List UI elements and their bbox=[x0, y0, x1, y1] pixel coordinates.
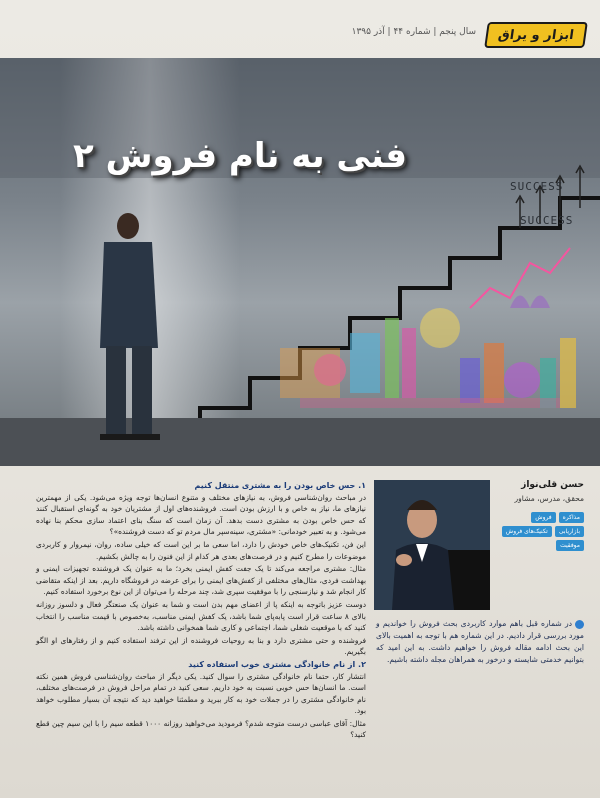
page-header bbox=[0, 18, 600, 54]
section-heading-1: ۱. حس خاص بودن را به مشتری منتقل کنیم bbox=[194, 481, 366, 490]
success-word-1: SUCCESS bbox=[510, 180, 564, 193]
author-portrait bbox=[374, 480, 490, 610]
article-body bbox=[0, 472, 600, 798]
sketch-doodles bbox=[280, 248, 576, 408]
section-1-paragraph: مثال: مشتری مراجعه می‌کند تا یک جفت کفش ایمنی بخرد؛ ما به عنوان یک فروشنده تجهیزات ایمنی و بهداشت فردی، مثال‌های مختلفی از کفش‌های ایمنی را برای عرضه در فروشگاه داریم. بعد از اینکه متقاضی کار انجام شد و نیازسنجی را با موفقیت سپری شد، چند مرحله را می‌توان از این نوع برخورد استفاده کنیم. bbox=[36, 564, 366, 597]
author-photo bbox=[374, 480, 490, 610]
article-text-column bbox=[36, 480, 366, 742]
section-1-paragraph: فروشنده و حتی مشتری دارد و بنا به روحیات فروشنده از این ترفند استفاده کنیم و از رفتارهای او الگو بگیریم. bbox=[36, 635, 366, 657]
success-word-2: SUCCESS bbox=[520, 214, 574, 227]
tag-badge: تکنیک‌های فروش bbox=[502, 526, 552, 537]
section-1-paragraph: دوست عزیز باتوجه به اینکه پا از اعضای مهم بدن است و شما به عنوان یک صنعتگر فعال و دلسوز روزانه بالای ۸ ساعت قرار است پابه‌پای شما باشد، یک کفش ایمنی مناسب، به‌خصوص با قیمت مناسب را انتخاب کنید که با موقعیت شغلی شما، اجتماعی و کاری شما همخوانی داشته باشد. bbox=[36, 599, 366, 633]
section-1-paragraph: این فن، تکنیک‌های خاص خودش را دارد، اما سعی ما بر این است که خیلی ساده، روان، نیمروار و کاربردی موضوعات را مطرح کنیم و در فرصت‌های بعدی هر کدام از این فنون را به چالش بکشیم. bbox=[36, 539, 366, 561]
article-title: فنی به نام فروش ۲ bbox=[73, 136, 407, 176]
tag-badge: مذاکره bbox=[559, 512, 584, 523]
hero-image bbox=[0, 58, 600, 466]
author-card bbox=[374, 480, 584, 610]
section-heading-2: ۲. از نام خانوادگی مشتری خوب استفاده کنید bbox=[188, 659, 366, 669]
tag-badge: فروش bbox=[531, 512, 555, 523]
intro-text: در شماره قبل باهم موارد کاربردی بحث فروش را خواندیم و مورد بررسی قرار دادیم. در این شماره هم با توجه به اهمیت بالای این بحث ادامه مقاله فروش را خواهیم داشت. به این امید که بتوانیم خدمتی شایسته و درخور به همراهان مجله داشته باشیم. bbox=[376, 619, 584, 664]
author-role: محقق، مدرس، مشاور bbox=[514, 494, 584, 503]
author-name: حسن قلی‌نواز bbox=[521, 480, 584, 490]
magazine-logo bbox=[484, 22, 588, 48]
issue-info: سال پنجم | شماره ۴۴ | آذر ۱۳۹۵ bbox=[351, 27, 476, 37]
section-2-paragraph: انتشار کار، حتما نام خانوادگی مشتری را سوال کنید. یکی دیگر از مباحث روان‌شناسی فروش همین نکته است. ما انسان‌ها حس خوبی نسبت به خود داریم. سعی کنید در تمام مراحل فروش در فرصت‌های مختلف، نام خانوادگی مشتری را در جملات خود به کار ببرید و مطمئنا خواهید دید که نتیجه آن بسیار مطلوب خواهد بود. bbox=[36, 671, 366, 716]
logo-text: ابزار و یراق bbox=[497, 27, 575, 43]
hero-illustration bbox=[0, 58, 600, 466]
bullet-icon bbox=[575, 620, 584, 629]
tag-badge: بازاریابی bbox=[555, 526, 584, 537]
section-1-paragraph: در مباحث روان‌شناسی فروش، به نیازهای مختلف و متنوع انسان‌ها توجه ویژه می‌شود. یکی از مهمترین نیازهای ما، نیاز به خاص و با ارزش بودن است. فروشنده‌های اول از مشتریان خود به گونه‌ای استقبال کنند که حس خاص بودن به مشتری دست بدهد. آن زمان است که سنگ بنای اعتماد سازی محکم بنا نهاده می‌شود. و به تعبیر خودمانی: «مشتری، سینه‌سپر مال مردم تو که دست فروشنده»؟ bbox=[36, 492, 366, 537]
tag-badge: موفقیت bbox=[556, 540, 584, 551]
section-2-paragraph: مثال: آقای عباسی درست متوجه شدم؟ فرمودید می‌خواهید روزانه ۱۰۰۰ قطعه سیم را با این سیم چین قطع کنید؟ bbox=[36, 718, 366, 740]
author-tags bbox=[496, 512, 584, 551]
intro-paragraph bbox=[376, 618, 584, 666]
